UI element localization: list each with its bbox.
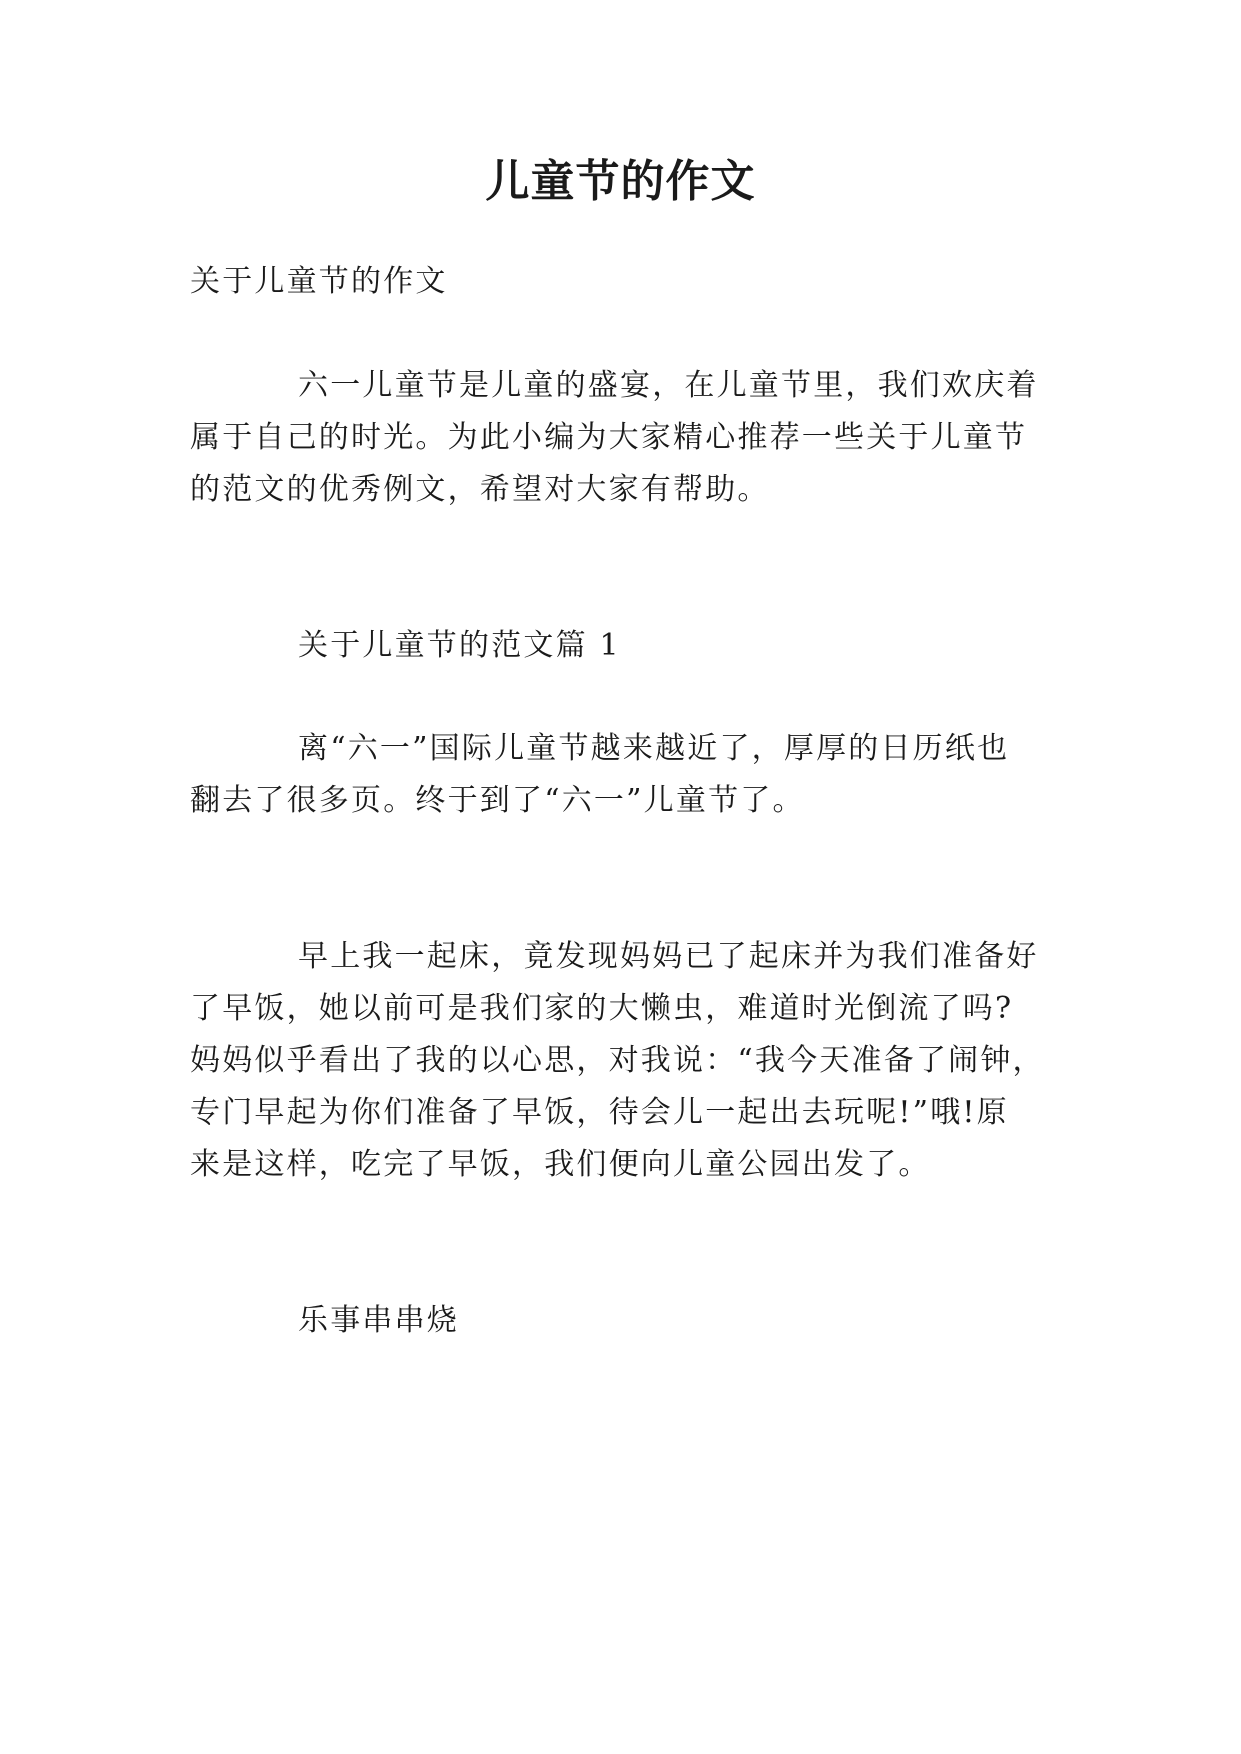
section-heading: 乐事串串烧 [298, 1303, 459, 1338]
document-title: 儿童节的作文 [485, 156, 756, 207]
paragraph-line: 专门早起为你们准备了早饭，待会儿一起出去玩呢!”哦!原 [190, 1095, 1009, 1130]
essay-heading: 关于儿童节的范文篇 1 [298, 628, 621, 663]
document-subtitle: 关于儿童节的作文 [190, 264, 448, 299]
intro-line: 的范文的优秀例文，希望对大家有帮助。 [190, 472, 770, 507]
paragraph-line: 翻去了很多页。终于到了“六一”儿童节了。 [190, 783, 805, 818]
intro-line: 六一儿童节是儿童的盛宴，在儿童节里，我们欢庆着 [298, 368, 1039, 403]
intro-line: 属于自己的时光。为此小编为大家精心推荐一些关于儿童节 [190, 420, 1028, 455]
paragraph-line: 离“六一”国际儿童节越来越近了，厚厚的日历纸也 [298, 731, 1010, 766]
paragraph-line: 来是这样，吃完了早饭，我们便向儿童公园出发了。 [190, 1147, 931, 1182]
paragraph-line: 了早饭，她以前可是我们家的大懒虫，难道时光倒流了吗? [190, 991, 1014, 1026]
paragraph-line: 早上我一起床，竟发现妈妈已了起床并为我们准备好 [298, 939, 1039, 974]
paragraph-line: 妈妈似乎看出了我的以心思，对我说：“我今天准备了闹钟， [190, 1043, 1045, 1078]
